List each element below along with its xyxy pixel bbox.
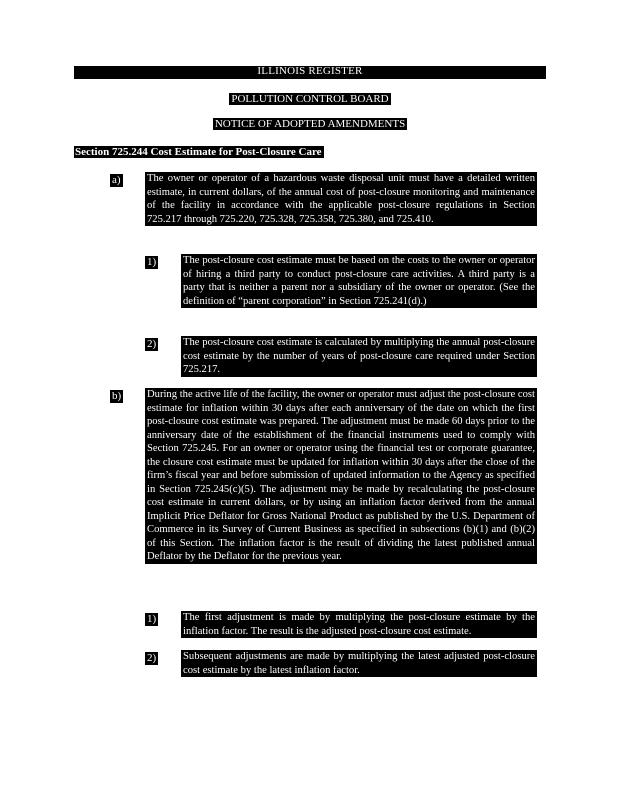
board-title [74, 93, 546, 106]
item-a1-label: 1) [147, 256, 157, 268]
item-b2-label: 2) [147, 652, 157, 664]
item-a-label: a) [112, 174, 121, 186]
notice-title [74, 118, 546, 131]
item-a2-text: The post-closure cost estimate is calculated by multiplying the annual post-closure cost estimate by the number of years of post-closure care required under Section 725.217. [183, 337, 535, 375]
section-heading [74, 145, 324, 159]
section-heading-text: Section 725.244 Cost Estimate for Post-Closure Care [75, 146, 322, 158]
item-a-text: The owner or operator of a hazardous waste disposal unit must have a detailed written estimate, in current dollars, of the annual cost of post-closure monitoring and maintenance of the facility in accordance with the applicable post-closure regulations in Section 725.217 through 725.220, 725.328, 725.358, 725.380, and 725.410. [147, 173, 535, 225]
item-b1-text: The first adjustment is made by multiplying the post-closure estimate by the inflation factor. The result is the adjusted post-closure cost estimate. [183, 612, 535, 637]
header-rule [74, 78, 546, 79]
item-b-label: b) [112, 390, 122, 402]
item-b-text: During the active life of the facility, the owner or operator must adjust the post-closure cost estimate for inflation within 30 days after each anniversary of the date on which the first post-closure cost estimate was prepared. The adjustment must be made 60 days prior to the anniversary date of the establishment of the financial instruments used to comply with Section 725.245. For an owner or operator using the financial test or corporate guarantee, the closure cost estimate must be updated for inflation within 30 days after the close of the firm’s fiscal year and before submission of updated information to the Agency as specified in Section 725.245(c)(5). The adjustment may be made by recalculating the post-closure cost estimate in current dollars, or by using an inflation factor derived from the annual Implicit Price Deflator for Gross National Product as published by the U.S. Department of Commerce in its Survey of Current Business as specified in subsections (b)(1) and (b)(2) of this Section. The inflation factor is the result of dividing the latest published annual Deflator by the Deflator for the previous year. [147, 389, 535, 562]
notice-title-text: NOTICE OF ADOPTED AMENDMENTS [214, 118, 406, 130]
item-b1-label: 1) [147, 613, 157, 625]
item-b2-text: Subsequent adjustments are made by multiplying the latest adjusted post-closure cost estimate by the latest inflation factor. [183, 651, 535, 676]
item-a2-label: 2) [147, 338, 157, 350]
register-title: ILLINOIS REGISTER [257, 65, 363, 77]
item-a1-text: The post-closure cost estimate must be based on the costs to the owner or operator of hiring a third party to conduct post-closure care activities. A third party is a party that is neither a parent nor a subsidiary of the owner or operator. (See the definition of “parent corporation” in Section 725.241(d).) [183, 255, 535, 307]
board-title-text: POLLUTION CONTROL BOARD [231, 93, 389, 105]
